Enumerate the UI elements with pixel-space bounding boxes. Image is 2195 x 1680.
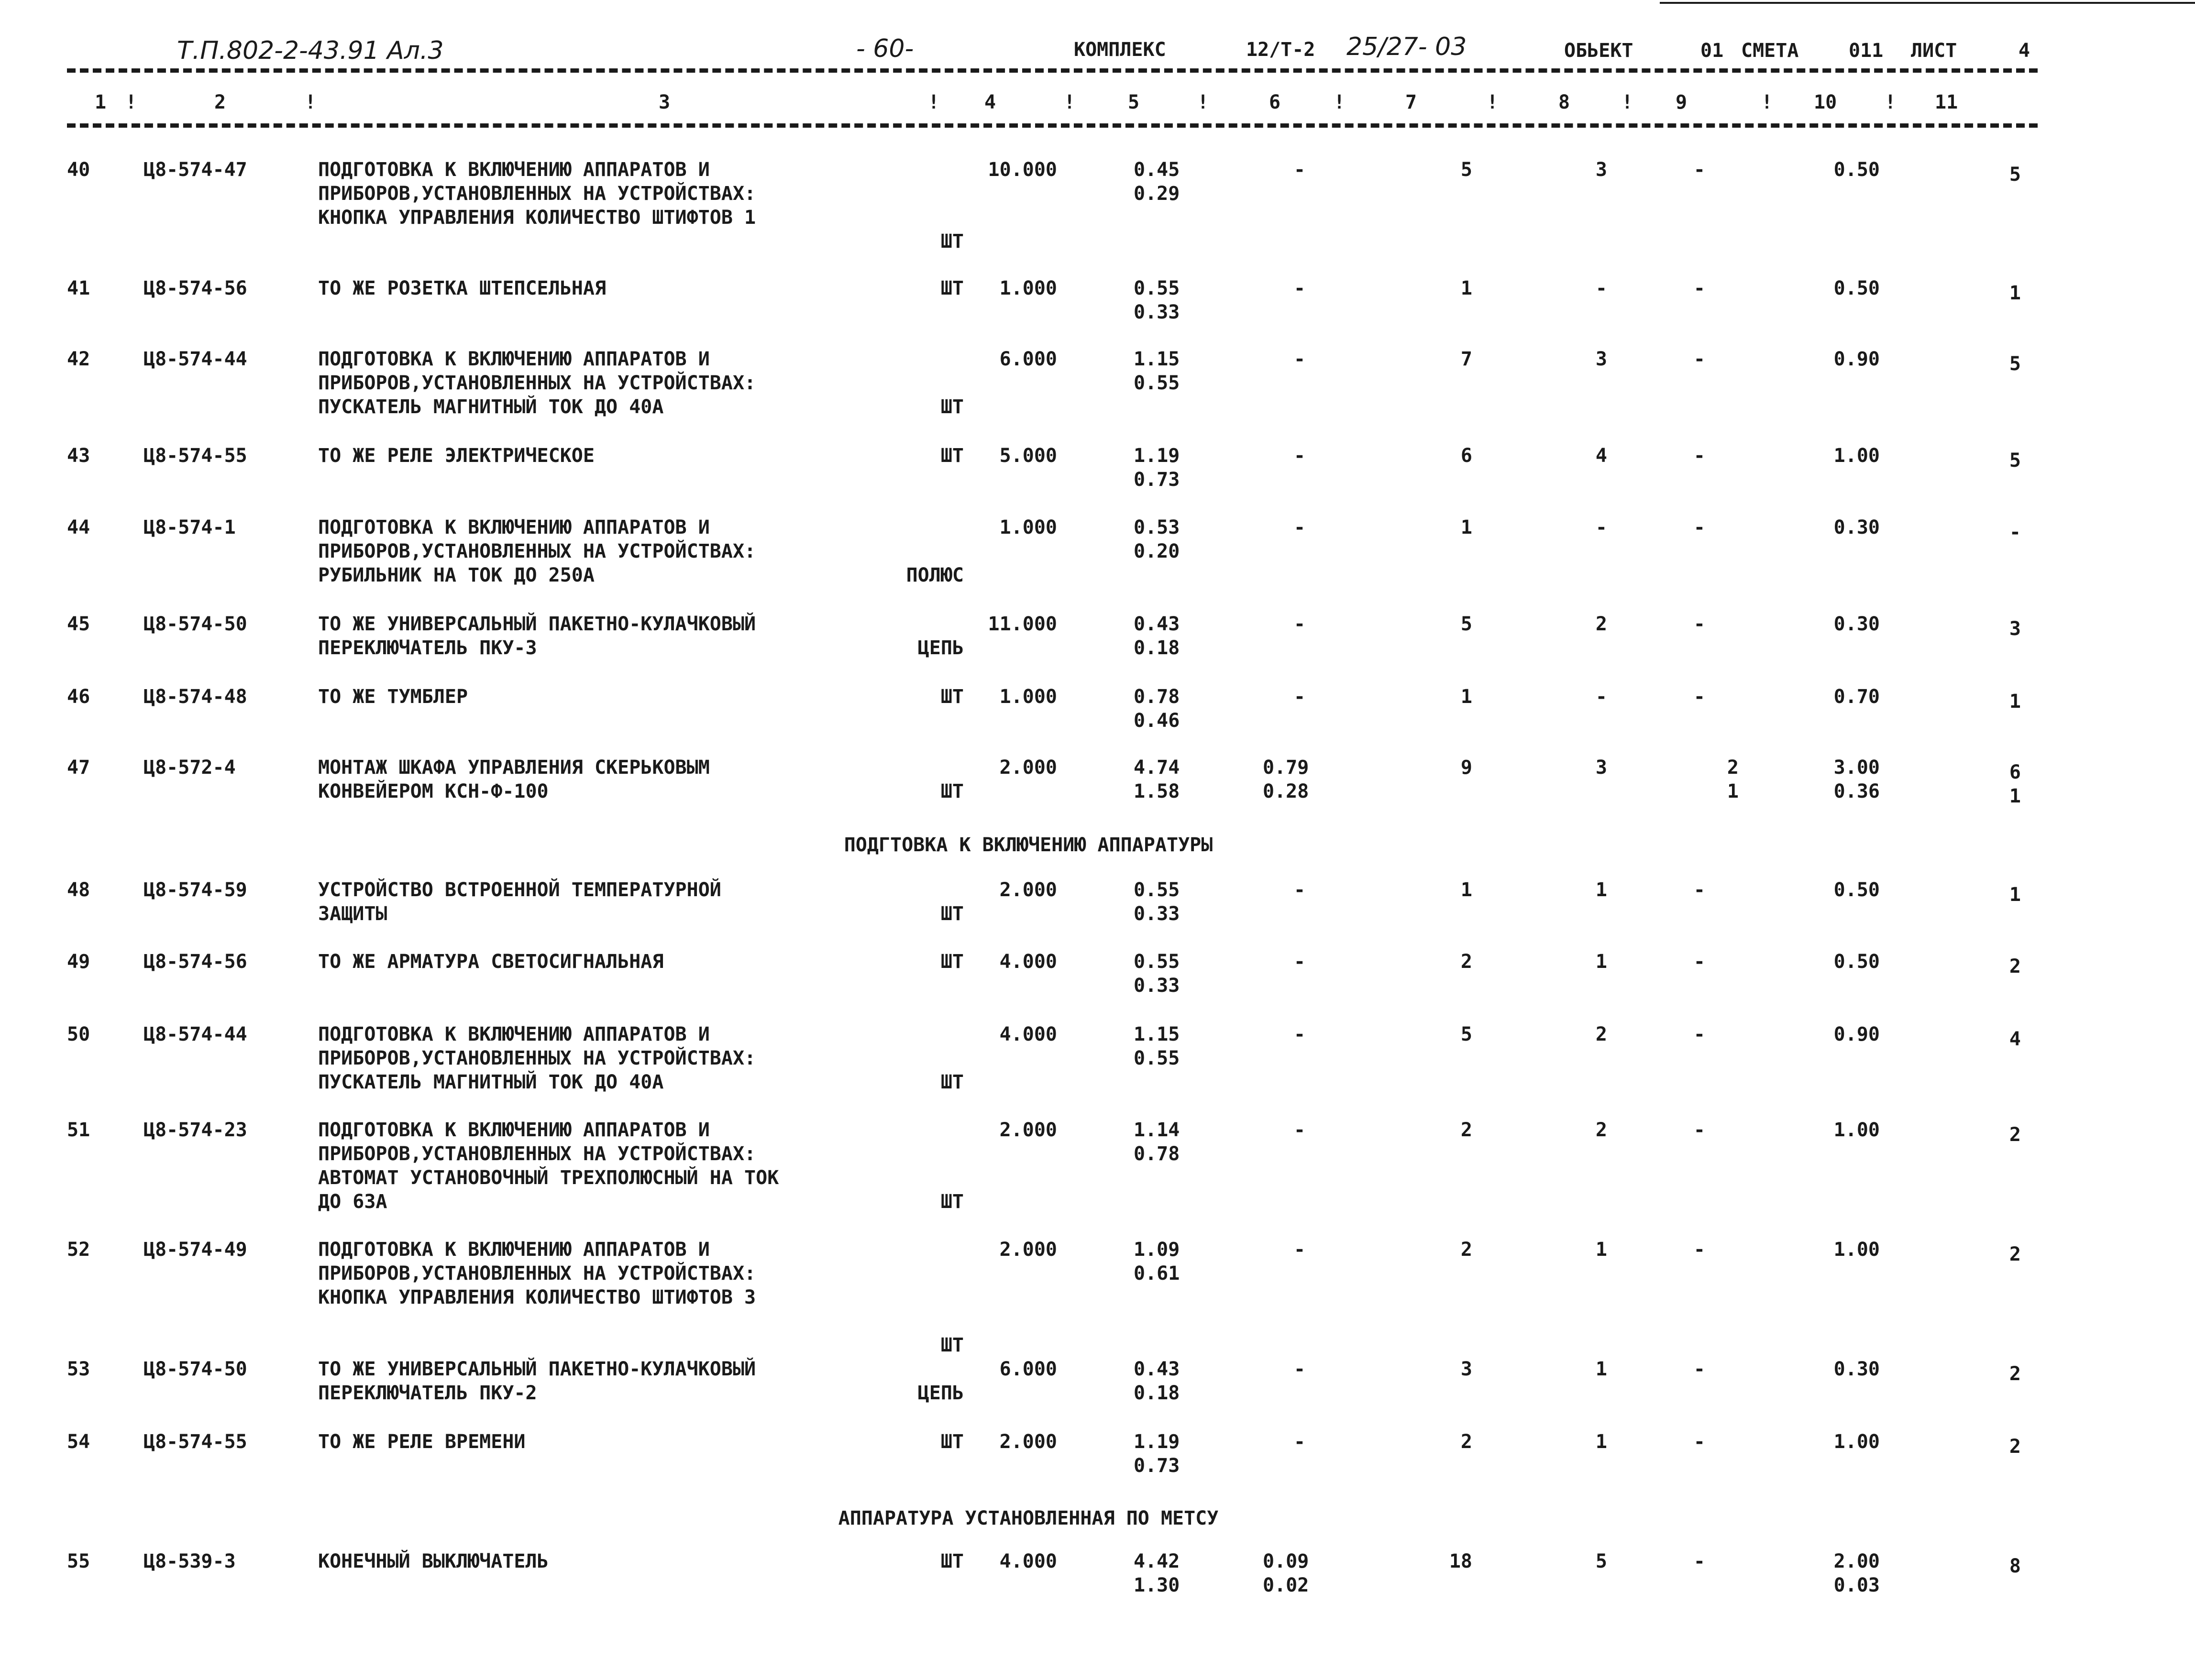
item-description: ПОДГОТОВКА К ВКЛЮЧЕНИЮ АППАРАТОВ И <box>318 516 710 538</box>
quantity: 4.000 <box>999 1023 1057 1045</box>
col6-value: 0.28 <box>1263 780 1309 802</box>
col9-value: - <box>1693 277 1705 299</box>
row-number: 44 <box>67 516 90 538</box>
quantity: 2.000 <box>999 1239 1057 1261</box>
unit-of-measure: ШТ <box>940 1550 964 1572</box>
col10-value: 0.36 <box>1833 780 1880 802</box>
col10-value: 0.30 <box>1833 613 1880 635</box>
col5-value: 0.55 <box>1134 879 1180 901</box>
col8-value: 3 <box>1595 159 1607 181</box>
rate-code: Ц8-572-4 <box>143 757 236 779</box>
unit-of-measure: ШТ <box>940 277 964 299</box>
sheet-number: 4 <box>2019 40 2030 62</box>
quantity: 6.000 <box>999 1358 1057 1380</box>
col9-value: - <box>1693 1431 1705 1453</box>
col6-value: - <box>1294 879 1306 901</box>
item-description: ТО ЖЕ РОЗЕТКА ШТЕПСЕЛЬНАЯ <box>318 277 607 299</box>
row-number: 48 <box>67 879 90 901</box>
rate-code: Ц8-574-55 <box>143 1431 247 1453</box>
quantity: 2.000 <box>999 1431 1057 1453</box>
rate-code: Ц8-539-3 <box>143 1550 236 1572</box>
quantity: 11.000 <box>988 613 1057 635</box>
col5-value: 1.19 <box>1134 445 1180 467</box>
col11-value: 8 <box>2009 1555 2021 1577</box>
unit-of-measure: ШТ <box>940 686 964 708</box>
unit-of-measure: ШТ <box>940 1191 964 1213</box>
col10-value: 0.50 <box>1833 951 1880 973</box>
row-number: 50 <box>67 1023 90 1045</box>
unit-of-measure: ПОЛЮС <box>906 564 964 586</box>
row-number: 45 <box>67 613 90 635</box>
col10-value: 3.00 <box>1833 757 1880 779</box>
col5-value: 0.78 <box>1134 686 1180 708</box>
col7-value: 7 <box>1460 348 1472 370</box>
item-description: ПРИБОРОВ,УСТАНОВЛЕННЫХ НА УСТРОЙСТВАХ: <box>318 372 756 394</box>
item-description: ПОДГОТОВКА К ВКЛЮЧЕНИЮ АППАРАТОВ И <box>318 159 710 181</box>
quantity: 2.000 <box>999 1119 1057 1141</box>
col6-value: - <box>1294 1358 1306 1380</box>
col11-value: 5 <box>2009 450 2021 472</box>
estimate-label: СМЕТА <box>1741 40 1799 62</box>
page-number: - 60- <box>856 34 914 63</box>
unit-of-measure: ЦЕПЬ <box>917 1382 964 1404</box>
col-sep: ! <box>1064 91 1076 113</box>
col7-value: 5 <box>1460 1023 1472 1045</box>
col5-value: 0.33 <box>1134 975 1180 997</box>
item-description: МОНТАЖ ШКАФА УПРАВЛЕНИЯ СКЕРЬКОВЫМ <box>318 757 710 779</box>
col-sep: ! <box>305 91 317 113</box>
rate-code: Ц8-574-49 <box>143 1239 247 1261</box>
col7-value: 2 <box>1460 1431 1472 1453</box>
col7-value: 2 <box>1460 1239 1472 1261</box>
unit-of-measure: ШТ <box>940 903 964 925</box>
rate-code: Ц8-574-50 <box>143 1358 247 1380</box>
col-sep: ! <box>928 91 940 113</box>
unit-of-measure: ШТ <box>940 780 964 802</box>
col9-value: - <box>1693 1119 1705 1141</box>
unit-of-measure: ШТ <box>940 445 964 467</box>
col8-value: 1 <box>1595 879 1607 901</box>
col6-value: 0.02 <box>1263 1574 1309 1596</box>
col8-value: 1 <box>1595 1239 1607 1261</box>
col5-value: 0.53 <box>1134 516 1180 538</box>
row-number: 49 <box>67 951 90 973</box>
col8-value: 1 <box>1595 1431 1607 1453</box>
col11-value: 2 <box>2009 1124 2021 1146</box>
row-number: 41 <box>67 277 90 299</box>
rate-code: Ц8-574-48 <box>143 686 247 708</box>
item-description: ПРИБОРОВ,УСТАНОВЛЕННЫХ НА УСТРОЙСТВАХ: <box>318 1143 756 1165</box>
col6-value: - <box>1294 686 1306 708</box>
quantity: 5.000 <box>999 445 1057 467</box>
col-header-9: 9 <box>1676 91 1688 113</box>
row-number: 40 <box>67 159 90 181</box>
col6-value: - <box>1294 1239 1306 1261</box>
quantity: 2.000 <box>999 879 1057 901</box>
col9-value: - <box>1693 516 1705 538</box>
row-number: 47 <box>67 757 90 779</box>
col5-value: 4.74 <box>1134 757 1180 779</box>
col8-value: 3 <box>1595 348 1607 370</box>
row-number: 51 <box>67 1119 90 1141</box>
col11-value: 2 <box>2009 955 2021 977</box>
col9-value: - <box>1693 445 1705 467</box>
col11-value: 5 <box>2009 353 2021 375</box>
col11-value: - <box>2009 521 2021 543</box>
col-header-7: 7 <box>1405 91 1417 113</box>
quantity: 6.000 <box>999 348 1057 370</box>
col6-value: - <box>1294 159 1306 181</box>
col8-value: - <box>1595 686 1607 708</box>
col-sep: ! <box>1885 91 1897 113</box>
col11-value: 5 <box>2009 164 2021 186</box>
item-description: ТО ЖЕ ТУМБЛЕР <box>318 686 468 708</box>
col6-value: - <box>1294 613 1306 635</box>
row-number: 46 <box>67 686 90 708</box>
rate-code: Ц8-574-50 <box>143 613 247 635</box>
col-header-2: 2 <box>214 91 226 113</box>
doc-reference: Т.П.802-2-43.91 Ал.3 <box>177 36 444 65</box>
col10-value: 0.50 <box>1833 159 1880 181</box>
row-number: 55 <box>67 1550 90 1572</box>
col-header-1: 1 <box>95 91 107 113</box>
col10-value: 0.50 <box>1833 277 1880 299</box>
col10-value: 0.90 <box>1833 348 1880 370</box>
unit-of-measure: ШТ <box>940 1071 964 1093</box>
col7-value: 2 <box>1460 1119 1472 1141</box>
col11-value: 1 <box>2009 785 2021 807</box>
item-description: АВТОМАТ УСТАНОВОЧНЫЙ ТРЕХПОЛЮСНЫЙ НА ТОК <box>318 1167 779 1189</box>
col6-value: 0.79 <box>1263 757 1309 779</box>
col-sep: ! <box>125 91 137 113</box>
rate-code: Ц8-574-47 <box>143 159 247 181</box>
col6-value: - <box>1294 951 1306 973</box>
col5-value: 1.15 <box>1134 348 1180 370</box>
unit-of-measure: ЦЕПЬ <box>917 637 964 659</box>
col5-value: 1.30 <box>1134 1574 1180 1596</box>
col7-value: 1 <box>1460 516 1472 538</box>
item-description: ТО ЖЕ УНИВЕРСАЛЬНЫЙ ПАКЕТНО-КУЛАЧКОВЫЙ <box>318 613 756 635</box>
item-description: ПОДГОТОВКА К ВКЛЮЧЕНИЮ АППАРАТОВ И <box>318 348 710 370</box>
col5-value: 0.33 <box>1134 903 1180 925</box>
item-description: ЗАЩИТЫ <box>318 903 387 925</box>
unit-of-measure: ШТ <box>940 1334 964 1356</box>
unit-of-measure: ШТ <box>940 1431 964 1453</box>
col5-value: 0.18 <box>1134 1382 1180 1404</box>
col5-value: 1.09 <box>1134 1239 1180 1261</box>
col7-value: 2 <box>1460 951 1472 973</box>
item-description: ТО ЖЕ РЕЛЕ ВРЕМЕНИ <box>318 1431 526 1453</box>
quantity: 1.000 <box>999 516 1057 538</box>
col5-value: 0.45 <box>1134 159 1180 181</box>
col5-value: 0.20 <box>1134 540 1180 562</box>
col7-value: 1 <box>1460 277 1472 299</box>
row-number: 52 <box>67 1239 90 1261</box>
col11-value: 4 <box>2009 1028 2021 1050</box>
col5-value: 0.46 <box>1134 710 1180 732</box>
col-header-8: 8 <box>1558 91 1570 113</box>
col7-value: 1 <box>1460 879 1472 901</box>
col-sep: ! <box>1761 91 1773 113</box>
unit-of-measure: ШТ <box>940 231 964 253</box>
row-number: 54 <box>67 1431 90 1453</box>
col5-value: 0.43 <box>1134 1358 1180 1380</box>
col-sep: ! <box>1487 91 1499 113</box>
col10-value: 1.00 <box>1833 1431 1880 1453</box>
col9-value: 2 <box>1727 757 1739 779</box>
item-description: ТО ЖЕ УНИВЕРСАЛЬНЫЙ ПАКЕТНО-КУЛАЧКОВЫЙ <box>318 1358 756 1380</box>
col-header-5: 5 <box>1128 91 1140 113</box>
item-description: ТО ЖЕ АРМАТУРА СВЕТОСИГНАЛЬНАЯ <box>318 951 664 973</box>
col11-value: 6 <box>2009 761 2021 783</box>
col6-value: 0.09 <box>1263 1550 1309 1572</box>
item-description: РУБИЛЬНИК НА ТОК ДО 250А <box>318 564 595 586</box>
rate-code: Ц8-574-59 <box>143 879 247 901</box>
item-description: КНОПКА УПРАВЛЕНИЯ КОЛИЧЕСТВО ШТИФТОВ 3 <box>318 1286 756 1308</box>
quantity: 4.000 <box>999 951 1057 973</box>
col6-value: - <box>1294 1023 1306 1045</box>
item-description: ПЕРЕКЛЮЧАТЕЛЬ ПКУ-2 <box>318 1382 537 1404</box>
quantity: 4.000 <box>999 1550 1057 1572</box>
col8-value: 1 <box>1595 951 1607 973</box>
col9-value: - <box>1693 1358 1705 1380</box>
col10-value: 0.30 <box>1833 1358 1880 1380</box>
item-description: ПРИБОРОВ,УСТАНОВЛЕННЫХ НА УСТРОЙСТВАХ: <box>318 1047 756 1069</box>
col9-value: - <box>1693 613 1705 635</box>
col9-value: - <box>1693 951 1705 973</box>
col7-value: 6 <box>1460 445 1472 467</box>
sheet-label: ЛИСТ <box>1911 40 1957 62</box>
col5-value: 0.18 <box>1134 637 1180 659</box>
col8-value: - <box>1595 516 1607 538</box>
item-description: ПОДГОТОВКА К ВКЛЮЧЕНИЮ АППАРАТОВ И <box>318 1023 710 1045</box>
col8-value: 5 <box>1595 1550 1607 1572</box>
col-header-11: 11 <box>1935 91 1958 113</box>
rate-code: Ц8-574-1 <box>143 516 236 538</box>
col5-value: 0.73 <box>1134 1455 1180 1477</box>
quantity: 10.000 <box>988 159 1057 181</box>
col9-value: - <box>1693 159 1705 181</box>
object-label: ОБЬЕКТ <box>1564 40 1633 62</box>
col5-value: 0.73 <box>1134 469 1180 491</box>
row-number: 43 <box>67 445 90 467</box>
col-header-3: 3 <box>659 91 671 113</box>
col10-value: 1.00 <box>1833 1119 1880 1141</box>
col11-value: 1 <box>2009 282 2021 304</box>
col9-value: - <box>1693 686 1705 708</box>
col5-value: 0.55 <box>1134 1047 1180 1069</box>
col8-value: - <box>1595 277 1607 299</box>
col-sep: ! <box>1197 91 1209 113</box>
item-description: ПРИБОРОВ,УСТАНОВЛЕННЫХ НА УСТРОЙСТВАХ: <box>318 1263 756 1285</box>
estimate-number: 011 <box>1849 40 1884 62</box>
col-header-10: 10 <box>1814 91 1837 113</box>
rate-code: Ц8-574-23 <box>143 1119 247 1141</box>
col5-value: 0.55 <box>1134 951 1180 973</box>
col5-value: 0.55 <box>1134 277 1180 299</box>
col8-value: 2 <box>1595 1119 1607 1141</box>
col6-value: - <box>1294 1119 1306 1141</box>
complex-code: 12/Т-2 <box>1246 39 1315 61</box>
complex-label: КОМПЛЕКС <box>1074 39 1166 61</box>
col11-value: 3 <box>2009 618 2021 640</box>
item-description: КОНЕЧНЫЙ ВЫКЛЮЧАТЕЛЬ <box>318 1550 549 1572</box>
quantity: 1.000 <box>999 686 1057 708</box>
col7-value: 5 <box>1460 613 1472 635</box>
col10-value: 1.00 <box>1833 1239 1880 1261</box>
col8-value: 3 <box>1595 757 1607 779</box>
col5-value: 0.55 <box>1134 372 1180 394</box>
col10-value: 2.00 <box>1833 1550 1880 1572</box>
rate-code: Ц8-574-56 <box>143 277 247 299</box>
col-sep: ! <box>1621 91 1633 113</box>
col6-value: - <box>1294 445 1306 467</box>
section-heading: ПОДГТОВКА К ВКЛЮЧЕНИЮ АППАРАТУРЫ <box>844 834 1213 856</box>
col6-value: - <box>1294 516 1306 538</box>
col6-value: - <box>1294 348 1306 370</box>
row-number: 53 <box>67 1358 90 1380</box>
item-description: ПУСКАТЕЛЬ МАГНИТНЫЙ ТОК ДО 40А <box>318 1071 664 1093</box>
col11-value: 1 <box>2009 691 2021 713</box>
col7-value: 3 <box>1460 1358 1472 1380</box>
col10-value: 0.50 <box>1833 879 1880 901</box>
row-number: 42 <box>67 348 90 370</box>
col5-value: 1.58 <box>1134 780 1180 802</box>
col7-value: 9 <box>1460 757 1472 779</box>
col11-value: 2 <box>2009 1436 2021 1458</box>
item-description: КНОПКА УПРАВЛЕНИЯ КОЛИЧЕСТВО ШТИФТОВ 1 <box>318 207 756 229</box>
item-description: ДО 63А <box>318 1191 387 1213</box>
col11-value: 1 <box>2009 884 2021 906</box>
item-description: ТО ЖЕ РЕЛЕ ЭЛЕКТРИЧЕСКОЕ <box>318 445 595 467</box>
col5-value: 0.29 <box>1134 183 1180 205</box>
col8-value: 2 <box>1595 613 1607 635</box>
col5-value: 0.43 <box>1134 613 1180 635</box>
col5-value: 4.42 <box>1134 1550 1180 1572</box>
col10-value: 0.70 <box>1833 686 1880 708</box>
col9-value: - <box>1693 348 1705 370</box>
item-description: УСТРОЙСТВО ВСТРОЕННОЙ ТЕМПЕРАТУРНОЙ <box>318 879 721 901</box>
col-header-4: 4 <box>984 91 996 113</box>
rate-code: Ц8-574-44 <box>143 1023 247 1045</box>
col7-value: 5 <box>1460 159 1472 181</box>
col7-value: 18 <box>1449 1550 1472 1572</box>
item-description: ПОДГОТОВКА К ВКЛЮЧЕНИЮ АППАРАТОВ И <box>318 1119 710 1141</box>
quantity: 1.000 <box>999 277 1057 299</box>
col10-value: 1.00 <box>1833 445 1880 467</box>
col5-value: 1.19 <box>1134 1431 1180 1453</box>
col11-value: 2 <box>2009 1243 2021 1265</box>
complex-code-handwritten: 25/27- 03 <box>1346 33 1467 61</box>
item-description: КОНВЕЙЕРОМ КСН-Ф-100 <box>318 780 549 802</box>
unit-of-measure: ШТ <box>940 396 964 418</box>
col10-value: 0.90 <box>1833 1023 1880 1045</box>
col9-value: - <box>1693 1239 1705 1261</box>
col10-value: 0.03 <box>1833 1574 1880 1596</box>
item-description: ПРИБОРОВ,УСТАНОВЛЕННЫХ НА УСТРОЙСТВАХ: <box>318 540 756 562</box>
col9-value: - <box>1693 1550 1705 1572</box>
col5-value: 0.61 <box>1134 1263 1180 1285</box>
item-description: ПРИБОРОВ,УСТАНОВЛЕННЫХ НА УСТРОЙСТВАХ: <box>318 183 756 205</box>
quantity: 2.000 <box>999 757 1057 779</box>
col9-value: - <box>1693 1023 1705 1045</box>
col5-value: 1.14 <box>1134 1119 1180 1141</box>
col5-value: 1.15 <box>1134 1023 1180 1045</box>
col5-value: 0.78 <box>1134 1143 1180 1165</box>
item-description: ПУСКАТЕЛЬ МАГНИТНЫЙ ТОК ДО 40А <box>318 396 664 418</box>
col7-value: 1 <box>1460 686 1472 708</box>
col8-value: 1 <box>1595 1358 1607 1380</box>
col-header-6: 6 <box>1269 91 1281 113</box>
rate-code: Ц8-574-55 <box>143 445 247 467</box>
rate-code: Ц8-574-56 <box>143 951 247 973</box>
object-number: 01 <box>1700 40 1724 62</box>
col8-value: 2 <box>1595 1023 1607 1045</box>
section-heading: АППАРАТУРА УСТАНОВЛЕННАЯ ПО МЕТСУ <box>838 1507 1219 1529</box>
col9-value: 1 <box>1727 780 1739 802</box>
col6-value: - <box>1294 1431 1306 1453</box>
rate-code: Ц8-574-44 <box>143 348 247 370</box>
col11-value: 2 <box>2009 1363 2021 1385</box>
item-description: ПЕРЕКЛЮЧАТЕЛЬ ПКУ-3 <box>318 637 537 659</box>
col8-value: 4 <box>1595 445 1607 467</box>
col5-value: 0.33 <box>1134 301 1180 323</box>
col6-value: - <box>1294 277 1306 299</box>
col10-value: 0.30 <box>1833 516 1880 538</box>
col-sep: ! <box>1334 91 1346 113</box>
item-description: ПОДГОТОВКА К ВКЛЮЧЕНИЮ АППАРАТОВ И <box>318 1239 710 1261</box>
col9-value: - <box>1693 879 1705 901</box>
unit-of-measure: ШТ <box>940 951 964 973</box>
